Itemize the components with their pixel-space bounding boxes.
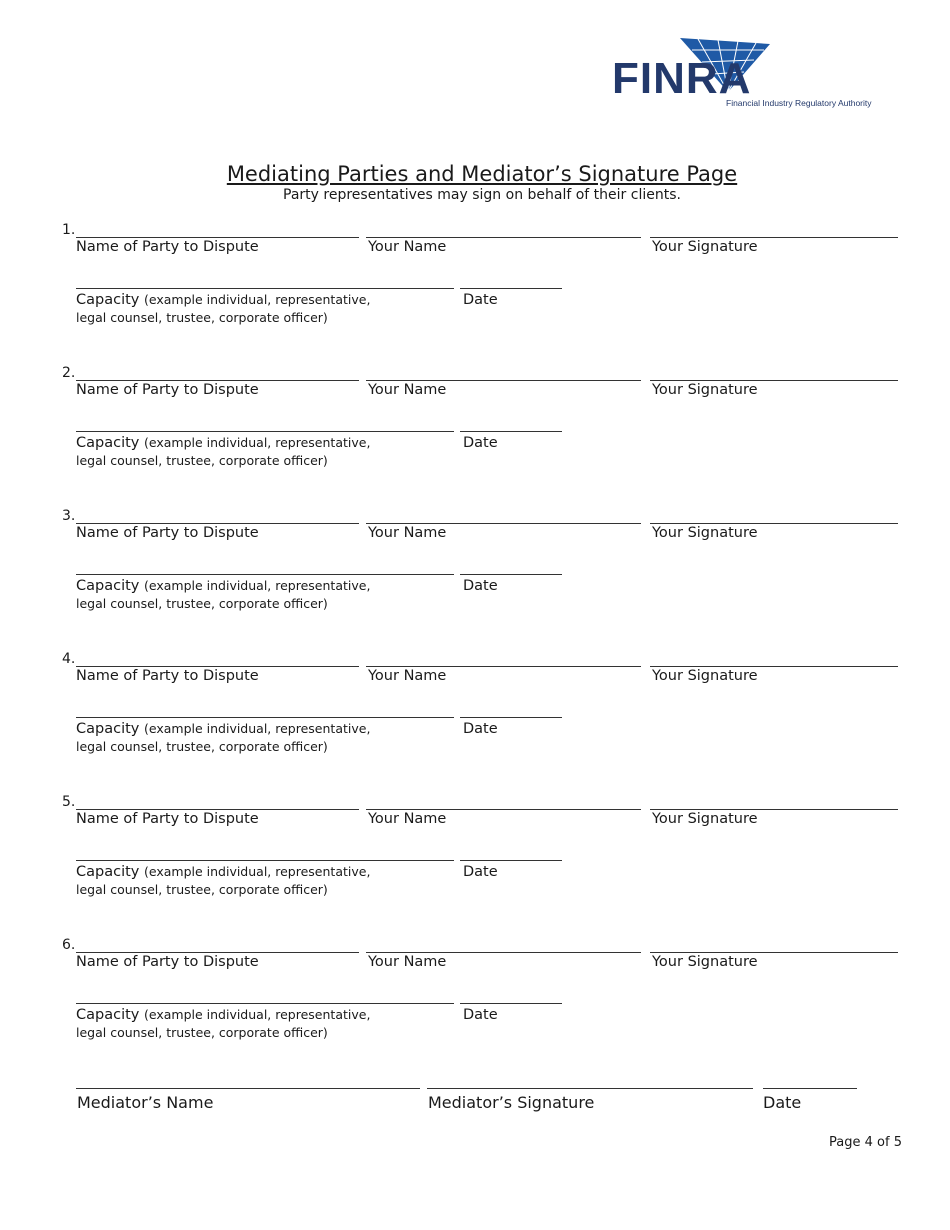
capacity-line[interactable] [76, 860, 454, 861]
mediator-signature-label: Mediator’s Signature [428, 1093, 595, 1112]
capacity-line[interactable] [76, 1003, 454, 1004]
party-name-label: Name of Party to Dispute [76, 382, 259, 398]
party-block [0, 937, 950, 1057]
your-signature-line[interactable] [650, 523, 898, 524]
party-name-line[interactable] [76, 380, 359, 381]
capacity-label-text: Capacity [76, 578, 140, 594]
date-line[interactable] [460, 1003, 562, 1004]
capacity-label-text: Capacity [76, 1007, 140, 1023]
capacity-hint-line2: legal counsel, trustee, corporate officer) [76, 1025, 328, 1040]
date-label: Date [463, 721, 498, 737]
party-name-line[interactable] [76, 237, 359, 238]
capacity-label-text: Capacity [76, 292, 140, 308]
party-number: 3. [62, 508, 76, 524]
party-name-line[interactable] [76, 666, 359, 667]
date-label: Date [463, 1007, 498, 1023]
party-block [0, 222, 950, 342]
your-signature-label: Your Signature [652, 954, 758, 970]
your-signature-line[interactable] [650, 809, 898, 810]
party-block [0, 794, 950, 914]
party-name-label: Name of Party to Dispute [76, 811, 259, 827]
your-signature-line[interactable] [650, 666, 898, 667]
capacity-label-text: Capacity [76, 864, 140, 880]
date-line[interactable] [460, 860, 562, 861]
date-line[interactable] [460, 431, 562, 432]
date-label: Date [463, 292, 498, 308]
capacity-label-text: Capacity [76, 435, 140, 451]
date-label: Date [463, 578, 498, 594]
capacity-hint-line2: legal counsel, trustee, corporate officer) [76, 596, 328, 611]
capacity-label [76, 864, 370, 880]
your-signature-label: Your Signature [652, 525, 758, 541]
your-name-line[interactable] [366, 380, 641, 381]
capacity-hint-line2: legal counsel, trustee, corporate officer) [76, 310, 328, 325]
party-name-line[interactable] [76, 809, 359, 810]
capacity-hint: (example individual, representative, [143, 1007, 371, 1022]
mediator-signature-block [0, 1075, 950, 1125]
your-signature-label: Your Signature [652, 811, 758, 827]
capacity-label-text: Capacity [76, 721, 140, 737]
your-signature-line[interactable] [650, 237, 898, 238]
your-signature-label: Your Signature [652, 239, 758, 255]
party-number: 1. [62, 222, 76, 238]
party-name-line[interactable] [76, 952, 359, 953]
party-name-line[interactable] [76, 523, 359, 524]
date-line[interactable] [460, 288, 562, 289]
date-line[interactable] [460, 574, 562, 575]
capacity-hint: (example individual, representative, [143, 721, 371, 736]
capacity-hint: (example individual, representative, [143, 292, 371, 307]
mediator-name-line[interactable] [76, 1088, 420, 1089]
your-name-label: Your Name [368, 239, 447, 255]
capacity-hint-line2: legal counsel, trustee, corporate officer) [76, 453, 328, 468]
party-number: 2. [62, 365, 76, 381]
capacity-label [76, 435, 370, 451]
date-label: Date [463, 435, 498, 451]
logo-wordmark: FINRA [612, 54, 752, 103]
your-name-line[interactable] [366, 666, 641, 667]
mediator-date-label: Date [763, 1093, 802, 1112]
your-name-label: Your Name [368, 525, 447, 541]
mediator-signature-line[interactable] [427, 1088, 753, 1089]
party-name-label: Name of Party to Dispute [76, 954, 259, 970]
page-subtitle: Party representatives may sign on behalf of their clients. [283, 187, 681, 203]
your-name-line[interactable] [366, 523, 641, 524]
capacity-hint: (example individual, representative, [143, 864, 371, 879]
party-number: 6. [62, 937, 76, 953]
your-name-label: Your Name [368, 811, 447, 827]
your-signature-line[interactable] [650, 952, 898, 953]
mediator-date-line[interactable] [763, 1088, 857, 1089]
party-number: 5. [62, 794, 76, 810]
capacity-label [76, 292, 370, 308]
your-name-line[interactable] [366, 237, 641, 238]
your-signature-label: Your Signature [652, 382, 758, 398]
page-title: Mediating Parties and Mediator’s Signature Page [226, 162, 738, 186]
your-name-label: Your Name [368, 382, 447, 398]
party-name-label: Name of Party to Dispute [76, 239, 259, 255]
party-name-label: Name of Party to Dispute [76, 668, 259, 684]
capacity-line[interactable] [76, 431, 454, 432]
logo-tagline: Financial Industry Regulatory Authority [726, 98, 872, 108]
capacity-line[interactable] [76, 717, 454, 718]
date-label: Date [463, 864, 498, 880]
your-name-label: Your Name [368, 668, 447, 684]
capacity-hint: (example individual, representative, [143, 435, 371, 450]
your-signature-label: Your Signature [652, 668, 758, 684]
your-name-label: Your Name [368, 954, 447, 970]
party-number: 4. [62, 651, 76, 667]
finra-logo [612, 36, 880, 112]
capacity-label [76, 578, 370, 594]
party-block [0, 651, 950, 771]
capacity-hint-line2: legal counsel, trustee, corporate officer) [76, 882, 328, 897]
capacity-hint: (example individual, representative, [143, 578, 371, 593]
party-block [0, 508, 950, 628]
capacity-label [76, 1007, 370, 1023]
your-name-line[interactable] [366, 809, 641, 810]
page-number: Page 4 of 5 [829, 1135, 902, 1150]
your-signature-line[interactable] [650, 380, 898, 381]
party-block [0, 365, 950, 485]
capacity-line[interactable] [76, 574, 454, 575]
capacity-label [76, 721, 370, 737]
date-line[interactable] [460, 717, 562, 718]
mediator-name-label: Mediator’s Name [77, 1093, 214, 1112]
capacity-hint-line2: legal counsel, trustee, corporate officer) [76, 739, 328, 754]
your-name-line[interactable] [366, 952, 641, 953]
party-name-label: Name of Party to Dispute [76, 525, 259, 541]
capacity-line[interactable] [76, 288, 454, 289]
